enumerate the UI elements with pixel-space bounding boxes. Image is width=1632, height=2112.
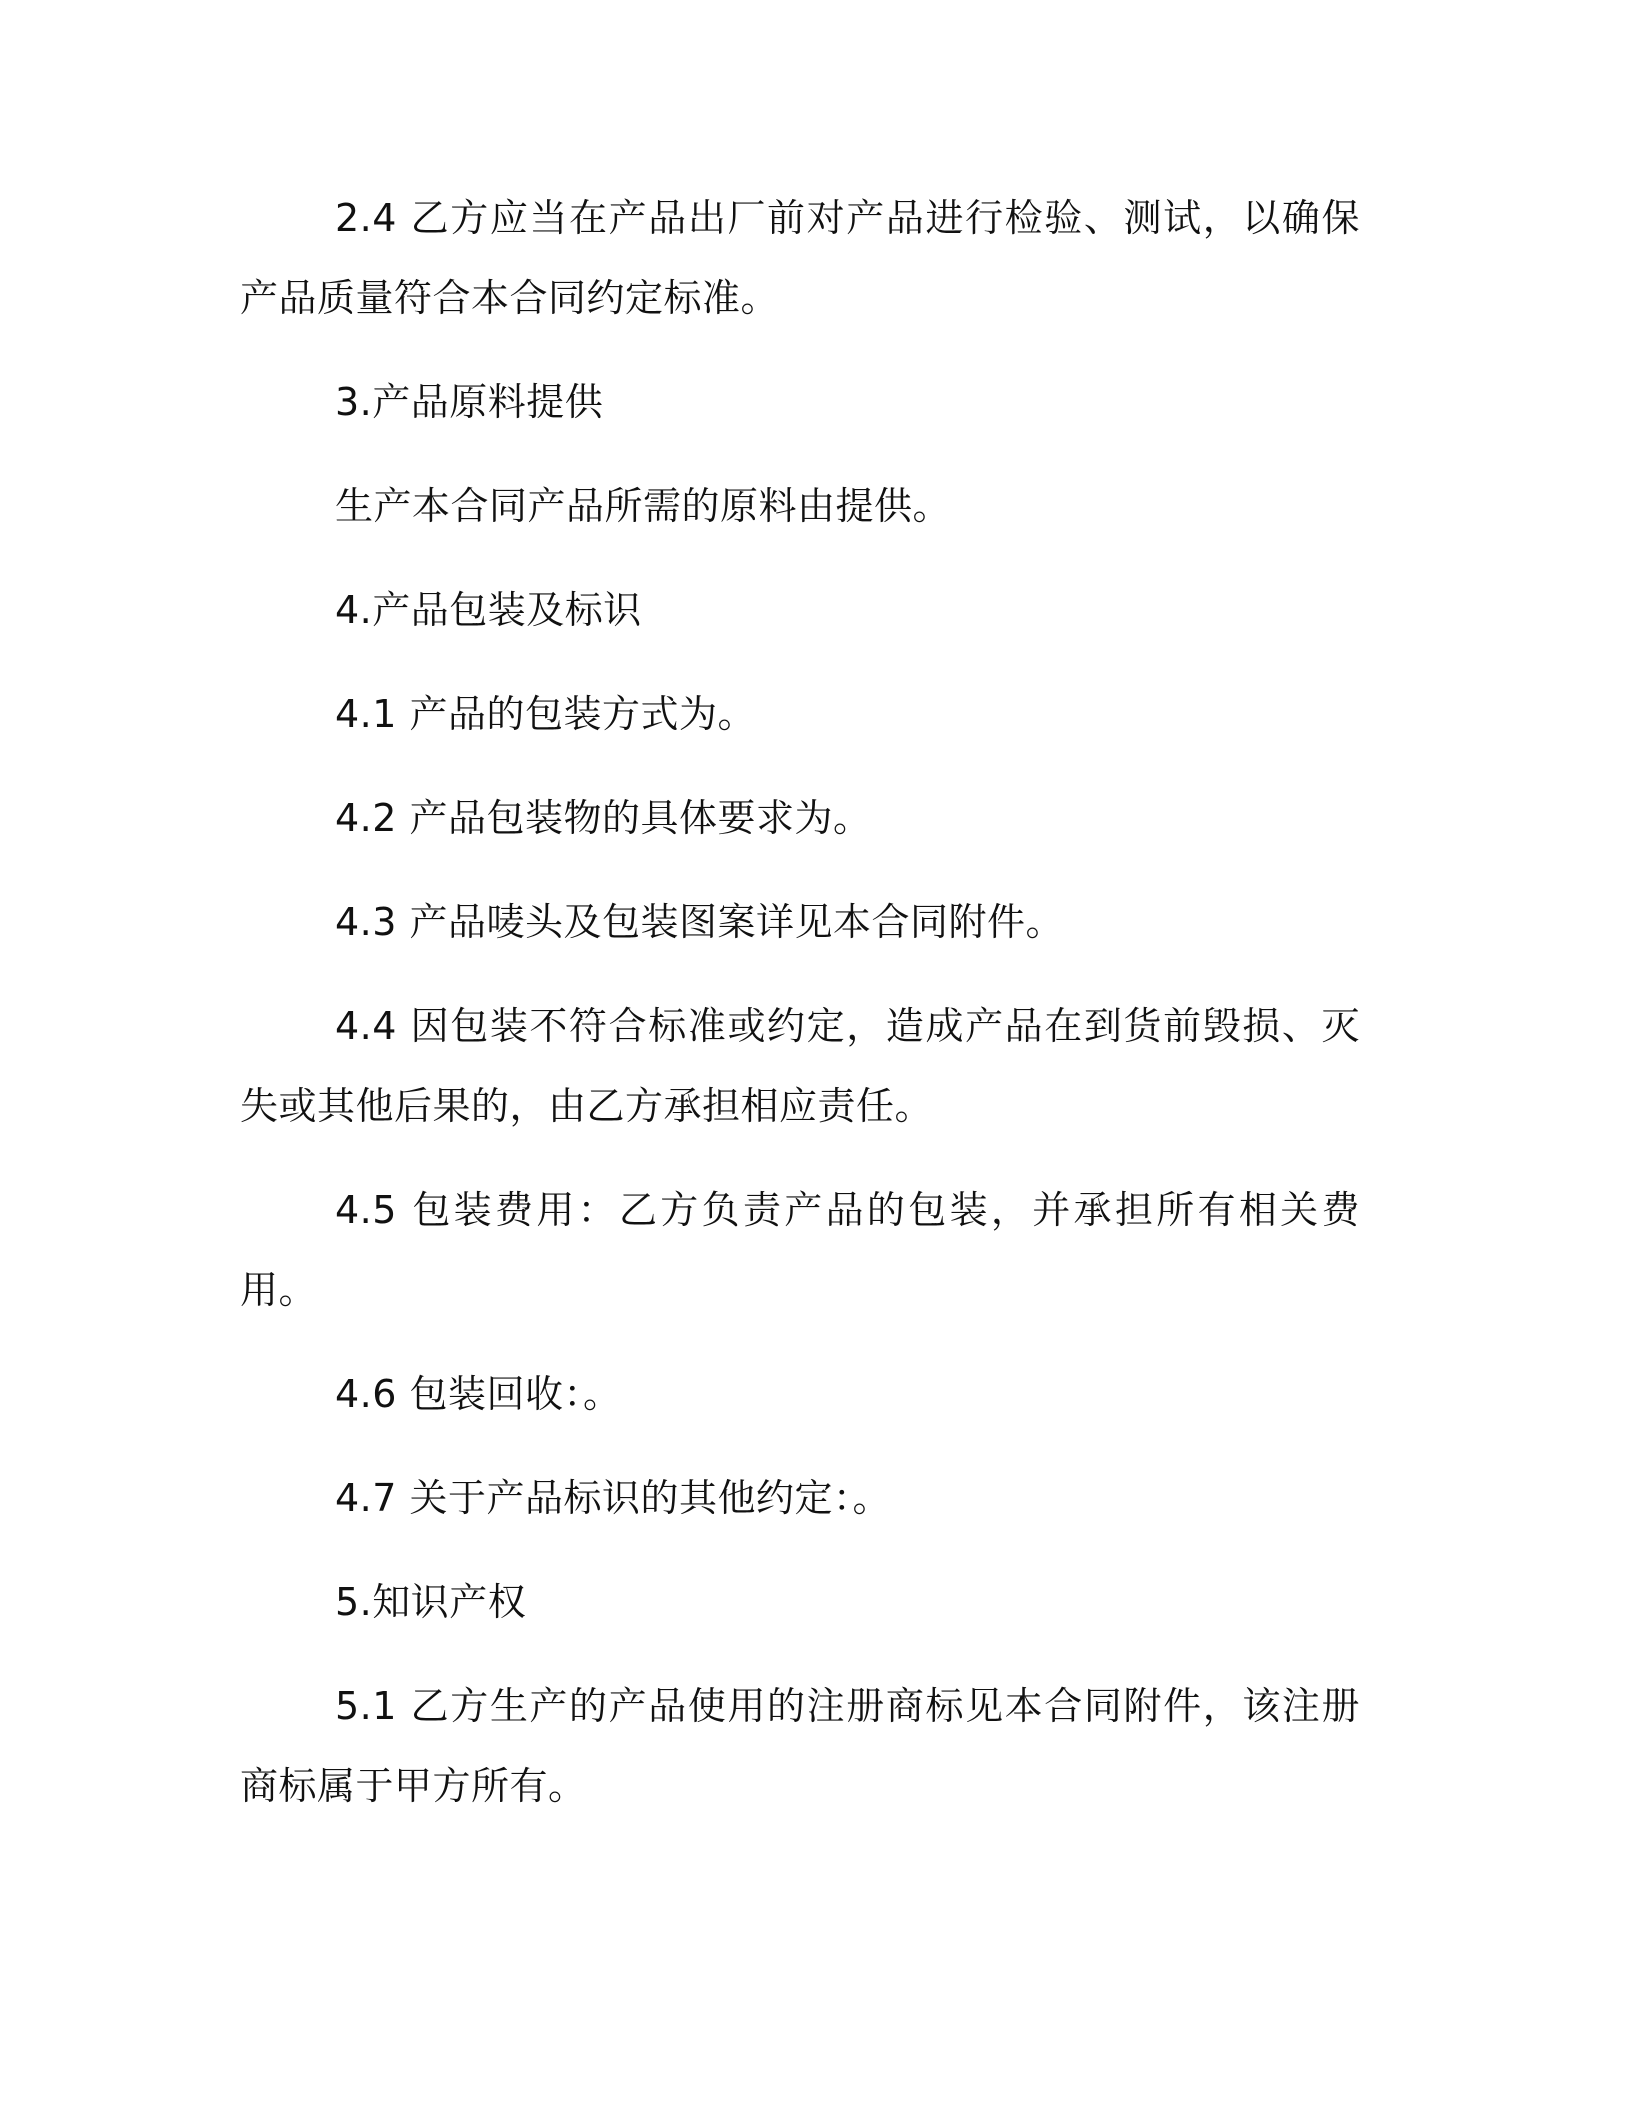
section-heading-3: 3.产品原料提供	[335, 380, 604, 424]
clause-4-5: 4.5 包装费用：乙方负责产品的包装，并承担所有相关费用。	[240, 1188, 1360, 1312]
clause-5-1: 5.1 乙方生产的产品使用的注册商标见本合同附件，该注册商标属于甲方所有。	[240, 1684, 1360, 1808]
clause-4-1: 4.1 产品的包装方式为。	[335, 692, 757, 736]
section-heading-4: 4.产品包装及标识	[335, 588, 642, 632]
clause-4-7: 4.7 关于产品标识的其他约定：。	[335, 1476, 892, 1520]
section-heading-5: 5.知识产权	[335, 1580, 527, 1624]
clause-2-4: 2.4 乙方应当在产品出厂前对产品进行检验、测试，以确保产品质量符合本合同约定标准。	[240, 196, 1360, 320]
clause-4-3: 4.3 产品唛头及包装图案详见本合同附件。	[335, 900, 1065, 944]
clause-4-4: 4.4 因包装不符合标准或约定，造成产品在到货前毁损、灭失或其他后果的，由乙方承担相应责任。	[240, 1004, 1360, 1128]
section-3-text: 生产本合同产品所需的原料由提供。	[335, 484, 952, 528]
clause-4-6: 4.6 包装回收：。	[335, 1372, 622, 1416]
clause-4-2: 4.2 产品包装物的具体要求为。	[335, 796, 872, 840]
document-body	[240, 178, 1360, 1850]
